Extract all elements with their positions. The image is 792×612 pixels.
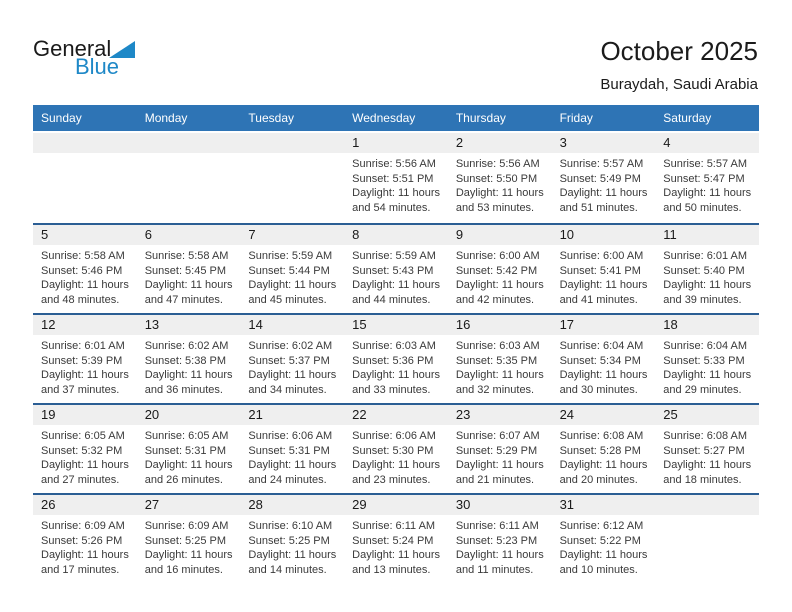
day-cell: [448, 225, 552, 313]
daylight-text-line1: Daylight: 11 hours: [352, 459, 440, 471]
daylight-text-line1: Daylight: 11 hours: [455, 369, 544, 381]
sunrise-text: Sunrise: 6:00 AM: [559, 250, 644, 262]
sunrise-text: Sunrise: 5:59 AM: [248, 250, 333, 262]
day-cell: [137, 315, 241, 403]
day-sun-info: [33, 425, 137, 487]
day-cell: [344, 225, 448, 313]
daylight-text-line2: and 20 minutes.: [559, 473, 638, 486]
day-number: 2: [448, 133, 552, 153]
sunset-text: Sunset: 5:25 PM: [144, 534, 227, 547]
day-number: 6: [137, 225, 241, 245]
sunset-text: Sunset: 5:44 PM: [248, 264, 330, 277]
sunrise-text: Sunrise: 5:59 AM: [352, 250, 436, 262]
day-cell: [655, 315, 759, 403]
weekday-header-monday: Monday: [144, 111, 188, 125]
day-sun-info: [344, 515, 448, 577]
day-sun-info: [552, 153, 656, 215]
daylight-text-line1: Daylight: 11 hours: [663, 279, 752, 291]
day-cell: [240, 315, 344, 403]
daylight-text-line2: and 16 minutes.: [144, 563, 223, 576]
daylight-text-line1: Daylight: 11 hours: [663, 369, 752, 381]
sunrise-text: Sunrise: 6:01 AM: [41, 340, 125, 352]
sunset-text: Sunset: 5:45 PM: [144, 264, 227, 277]
daylight-text-line1: Daylight: 11 hours: [352, 549, 440, 561]
day-sun-info: [33, 335, 137, 397]
daylight-text-line2: and 30 minutes.: [559, 383, 638, 396]
day-cell: [655, 405, 759, 493]
day-sun-info: [137, 425, 241, 487]
week-row: [33, 403, 759, 493]
day-sun-info: [344, 153, 448, 215]
daylight-text-line2: and 36 minutes.: [144, 383, 223, 396]
day-sun-info: [448, 335, 552, 397]
day-cell: [448, 495, 552, 583]
day-number: 13: [137, 315, 241, 335]
page-subtitle: Buraydah, Saudi Arabia: [600, 76, 758, 93]
day-number: 1: [344, 133, 448, 153]
daylight-text-line2: and 37 minutes.: [41, 383, 120, 396]
day-cell: [240, 405, 344, 493]
daylight-text-line1: Daylight: 11 hours: [41, 279, 129, 291]
sunset-text: Sunset: 5:30 PM: [352, 444, 434, 457]
sunset-text: Sunset: 5:25 PM: [248, 534, 330, 547]
sunset-text: Sunset: 5:28 PM: [559, 444, 641, 457]
daylight-text-line1: Daylight: 11 hours: [663, 459, 752, 471]
day-cell: [552, 133, 656, 223]
daylight-text-line2: and 11 minutes.: [455, 563, 534, 576]
day-number: [137, 133, 241, 153]
week-row: [33, 313, 759, 403]
day-sun-info: [240, 245, 344, 307]
weekday-header-row: [33, 105, 759, 131]
daylight-text-line2: and 53 minutes.: [455, 201, 535, 214]
page-header: [0, 0, 792, 105]
day-number: 7: [240, 225, 344, 245]
day-number: 29: [344, 495, 448, 515]
daylight-text-line2: and 26 minutes.: [144, 473, 223, 486]
day-number: 20: [137, 405, 241, 425]
day-number: 23: [448, 405, 552, 425]
day-cell: [33, 225, 137, 313]
sunset-text: Sunset: 5:31 PM: [248, 444, 330, 457]
daylight-text-line2: and 29 minutes.: [663, 383, 742, 396]
day-sun-info: [655, 245, 759, 307]
day-sun-info: [552, 335, 656, 397]
daylight-text-line2: and 44 minutes.: [352, 293, 431, 306]
day-sun-info: [552, 245, 656, 307]
day-cell: [344, 315, 448, 403]
weekday-header-tuesday: Tuesday: [248, 111, 295, 125]
sunset-text: Sunset: 5:34 PM: [559, 354, 641, 367]
daylight-text-line1: Daylight: 11 hours: [559, 279, 648, 291]
logo-text-general: General: [33, 36, 112, 61]
daylight-text-line1: Daylight: 11 hours: [455, 279, 544, 291]
day-sun-info: [448, 515, 552, 577]
day-number: 19: [33, 405, 137, 425]
day-number: 22: [344, 405, 448, 425]
day-cell: [552, 225, 656, 313]
daylight-text-line2: and 39 minutes.: [663, 293, 742, 306]
sunrise-text: Sunrise: 5:58 AM: [41, 250, 125, 262]
day-cell: [137, 405, 241, 493]
daylight-text-line2: and 13 minutes.: [352, 563, 431, 576]
day-sun-info: [137, 335, 241, 397]
day-number: 3: [552, 133, 656, 153]
weekday-header-saturday: Saturday: [663, 111, 712, 125]
sunrise-text: Sunrise: 6:07 AM: [455, 430, 540, 442]
page-title: October 2025: [600, 36, 758, 66]
day-number: 21: [240, 405, 344, 425]
sunset-text: Sunset: 5:42 PM: [455, 264, 538, 277]
day-sun-info: [448, 153, 552, 215]
day-cell: [33, 495, 137, 583]
week-row: [33, 133, 759, 223]
day-cell: [448, 405, 552, 493]
day-number: 15: [344, 315, 448, 335]
day-cell: [137, 495, 241, 583]
daylight-text-line2: and 42 minutes.: [455, 293, 535, 306]
day-sun-info: [240, 425, 344, 487]
sunrise-text: Sunrise: 6:11 AM: [455, 520, 539, 532]
daylight-text-line1: Daylight: 11 hours: [559, 187, 648, 199]
day-number: [655, 495, 759, 515]
daylight-text-line1: Daylight: 11 hours: [41, 369, 129, 381]
sunset-text: Sunset: 5:32 PM: [41, 444, 123, 457]
daylight-text-line1: Daylight: 11 hours: [455, 459, 544, 471]
sunrise-text: Sunrise: 6:08 AM: [559, 430, 644, 442]
sunrise-text: Sunrise: 6:12 AM: [559, 520, 644, 532]
daylight-text-line2: and 33 minutes.: [352, 383, 431, 396]
sunset-text: Sunset: 5:36 PM: [352, 354, 434, 367]
day-number: 9: [448, 225, 552, 245]
day-sun-info: [552, 515, 656, 577]
sunset-text: Sunset: 5:39 PM: [41, 354, 123, 367]
daylight-text-line2: and 41 minutes.: [559, 293, 638, 306]
daylight-text-line1: Daylight: 11 hours: [41, 459, 129, 471]
day-sun-info: [655, 425, 759, 487]
empty-day-cell: [137, 133, 241, 223]
day-sun-info: [33, 515, 137, 577]
day-cell: [33, 405, 137, 493]
daylight-text-line1: Daylight: 11 hours: [248, 459, 337, 471]
day-sun-info: [655, 335, 759, 397]
daylight-text-line2: and 10 minutes.: [559, 563, 638, 576]
day-number: 25: [655, 405, 759, 425]
day-number: 18: [655, 315, 759, 335]
sunset-text: Sunset: 5:49 PM: [559, 172, 641, 185]
day-cell: [33, 315, 137, 403]
daylight-text-line1: Daylight: 11 hours: [144, 549, 233, 561]
day-sun-info: [344, 425, 448, 487]
daylight-text-line2: and 54 minutes.: [352, 201, 431, 214]
daylight-text-line1: Daylight: 11 hours: [248, 549, 337, 561]
daylight-text-line2: and 48 minutes.: [41, 293, 120, 306]
calendar-table: [33, 105, 759, 583]
daylight-text-line2: and 21 minutes.: [455, 473, 535, 486]
daylight-text-line2: and 34 minutes.: [248, 383, 327, 396]
sunrise-text: Sunrise: 6:11 AM: [352, 520, 436, 532]
day-number: 10: [552, 225, 656, 245]
day-sun-info: [344, 335, 448, 397]
empty-day-cell: [33, 133, 137, 223]
sunset-text: Sunset: 5:51 PM: [352, 172, 434, 185]
sunrise-text: Sunrise: 6:00 AM: [455, 250, 540, 262]
sunrise-text: Sunrise: 6:02 AM: [248, 340, 333, 352]
sunrise-text: Sunrise: 6:01 AM: [663, 250, 748, 262]
day-cell: [344, 133, 448, 223]
day-cell: [240, 495, 344, 583]
daylight-text-line1: Daylight: 11 hours: [41, 549, 129, 561]
sunrise-text: Sunrise: 6:03 AM: [352, 340, 436, 352]
sunset-text: Sunset: 5:50 PM: [455, 172, 538, 185]
daylight-text-line1: Daylight: 11 hours: [144, 459, 233, 471]
day-cell: [655, 225, 759, 313]
weekday-header-friday: Friday: [559, 111, 593, 125]
day-sun-info: [240, 335, 344, 397]
day-number: 27: [137, 495, 241, 515]
day-number: 26: [33, 495, 137, 515]
weekday-header-wednesday: Wednesday: [352, 111, 416, 125]
daylight-text-line2: and 24 minutes.: [248, 473, 327, 486]
day-number: 11: [655, 225, 759, 245]
sunrise-text: Sunrise: 6:04 AM: [663, 340, 748, 352]
sunset-text: Sunset: 5:29 PM: [455, 444, 538, 457]
day-number: 5: [33, 225, 137, 245]
calendar-body: [33, 133, 759, 583]
sunset-text: Sunset: 5:26 PM: [41, 534, 123, 547]
sunset-text: Sunset: 5:38 PM: [144, 354, 227, 367]
sunrise-text: Sunrise: 6:06 AM: [352, 430, 436, 442]
day-sun-info: [344, 245, 448, 307]
daylight-text-line2: and 18 minutes.: [663, 473, 742, 486]
day-sun-info: [33, 245, 137, 307]
day-number: 4: [655, 133, 759, 153]
day-number: 14: [240, 315, 344, 335]
day-cell: [344, 405, 448, 493]
day-cell: [344, 495, 448, 583]
day-sun-info: [137, 515, 241, 577]
sunrise-text: Sunrise: 6:09 AM: [144, 520, 229, 532]
day-cell: [240, 225, 344, 313]
weekday-header-thursday: Thursday: [455, 111, 506, 125]
daylight-text-line1: Daylight: 11 hours: [559, 549, 648, 561]
sunset-text: Sunset: 5:37 PM: [248, 354, 330, 367]
week-row: [33, 223, 759, 313]
day-number: 16: [448, 315, 552, 335]
daylight-text-line2: and 32 minutes.: [455, 383, 535, 396]
day-number: 24: [552, 405, 656, 425]
daylight-text-line2: and 50 minutes.: [663, 201, 742, 214]
logo-text-blue: Blue: [75, 54, 120, 79]
sunset-text: Sunset: 5:40 PM: [663, 264, 745, 277]
daylight-text-line1: Daylight: 11 hours: [352, 187, 440, 199]
day-sun-info: [448, 245, 552, 307]
daylight-text-line1: Daylight: 11 hours: [559, 369, 648, 381]
week-row: [33, 493, 759, 583]
sunrise-text: Sunrise: 5:56 AM: [352, 158, 436, 170]
day-cell: [137, 225, 241, 313]
sunrise-text: Sunrise: 6:10 AM: [248, 520, 333, 532]
day-cell: [448, 133, 552, 223]
day-cell: [552, 405, 656, 493]
daylight-text-line2: and 17 minutes.: [41, 563, 120, 576]
daylight-text-line2: and 51 minutes.: [559, 201, 638, 214]
sunset-text: Sunset: 5:43 PM: [352, 264, 434, 277]
sunrise-text: Sunrise: 6:05 AM: [41, 430, 125, 442]
sunrise-text: Sunrise: 6:06 AM: [248, 430, 333, 442]
day-sun-info: [655, 153, 759, 215]
day-cell: [655, 133, 759, 223]
day-number: 30: [448, 495, 552, 515]
weekday-header-sunday: Sunday: [41, 111, 82, 125]
sunrise-text: Sunrise: 6:04 AM: [559, 340, 644, 352]
daylight-text-line1: Daylight: 11 hours: [455, 187, 544, 199]
sunrise-text: Sunrise: 6:03 AM: [455, 340, 540, 352]
daylight-text-line2: and 47 minutes.: [144, 293, 223, 306]
sunset-text: Sunset: 5:31 PM: [144, 444, 227, 457]
day-number: [240, 133, 344, 153]
sunrise-text: Sunrise: 5:58 AM: [144, 250, 229, 262]
day-sun-info: [448, 425, 552, 487]
sunrise-text: Sunrise: 5:57 AM: [559, 158, 644, 170]
daylight-text-line2: and 45 minutes.: [248, 293, 327, 306]
daylight-text-line2: and 23 minutes.: [352, 473, 431, 486]
daylight-text-line1: Daylight: 11 hours: [144, 279, 233, 291]
daylight-text-line2: and 14 minutes.: [248, 563, 327, 576]
day-number: 28: [240, 495, 344, 515]
title-block: [600, 36, 758, 93]
daylight-text-line1: Daylight: 11 hours: [455, 549, 544, 561]
day-sun-info: [240, 515, 344, 577]
sunset-text: Sunset: 5:22 PM: [559, 534, 641, 547]
day-sun-info: [552, 425, 656, 487]
sunset-text: Sunset: 5:24 PM: [352, 534, 434, 547]
day-sun-info: [137, 245, 241, 307]
day-cell: [552, 495, 656, 583]
day-cell: [552, 315, 656, 403]
sunset-text: Sunset: 5:33 PM: [663, 354, 745, 367]
daylight-text-line1: Daylight: 11 hours: [144, 369, 233, 381]
sunrise-text: Sunrise: 6:09 AM: [41, 520, 125, 532]
day-number: 12: [33, 315, 137, 335]
sunset-text: Sunset: 5:23 PM: [455, 534, 538, 547]
sunset-text: Sunset: 5:41 PM: [559, 264, 641, 277]
empty-day-cell: [655, 495, 759, 583]
sunset-text: Sunset: 5:35 PM: [455, 354, 538, 367]
daylight-text-line1: Daylight: 11 hours: [559, 459, 648, 471]
general-blue-logo: [33, 38, 135, 78]
sunrise-text: Sunrise: 6:05 AM: [144, 430, 229, 442]
sunrise-text: Sunrise: 5:57 AM: [663, 158, 748, 170]
sunset-text: Sunset: 5:27 PM: [663, 444, 745, 457]
empty-day-cell: [240, 133, 344, 223]
daylight-text-line2: and 27 minutes.: [41, 473, 120, 486]
day-number: [33, 133, 137, 153]
daylight-text-line1: Daylight: 11 hours: [663, 187, 752, 199]
daylight-text-line1: Daylight: 11 hours: [248, 369, 337, 381]
sunrise-text: Sunrise: 5:56 AM: [455, 158, 540, 170]
daylight-text-line1: Daylight: 11 hours: [352, 369, 440, 381]
sunrise-text: Sunrise: 6:08 AM: [663, 430, 748, 442]
daylight-text-line1: Daylight: 11 hours: [248, 279, 337, 291]
day-number: 31: [552, 495, 656, 515]
day-cell: [448, 315, 552, 403]
sunset-text: Sunset: 5:47 PM: [663, 172, 745, 185]
day-number: 17: [552, 315, 656, 335]
sunrise-text: Sunrise: 6:02 AM: [144, 340, 229, 352]
sunset-text: Sunset: 5:46 PM: [41, 264, 123, 277]
daylight-text-line1: Daylight: 11 hours: [352, 279, 440, 291]
day-number: 8: [344, 225, 448, 245]
